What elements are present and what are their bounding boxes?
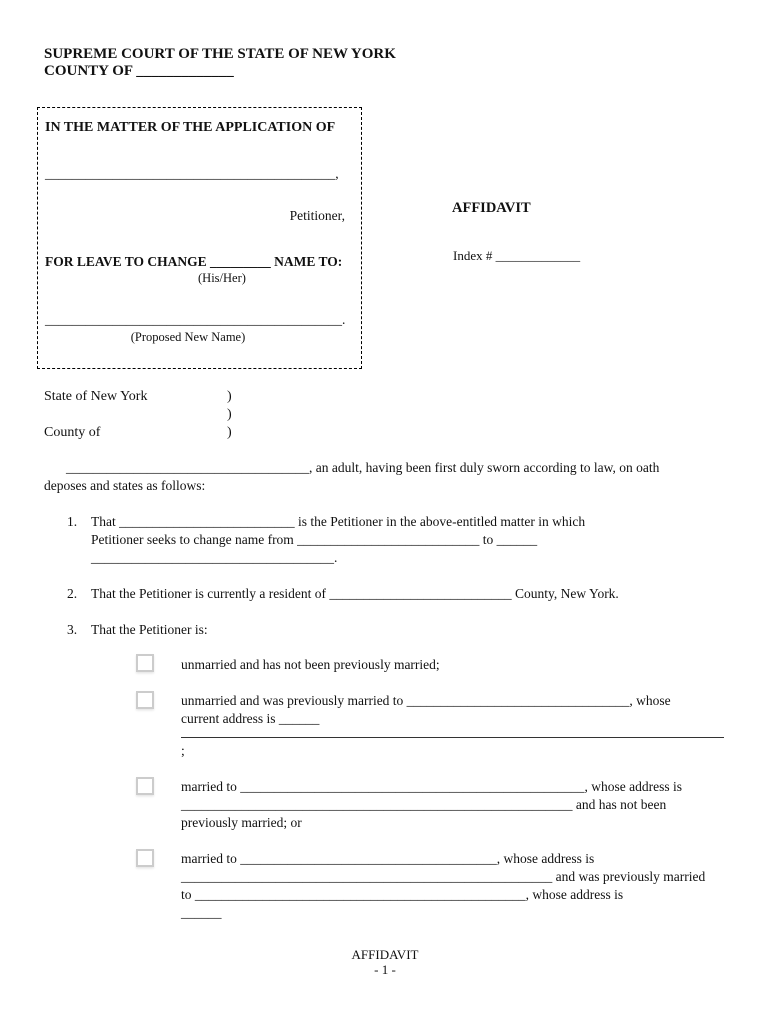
venue-state-row bbox=[44, 388, 232, 406]
venue-middle-row bbox=[44, 406, 232, 424]
case-caption-box bbox=[37, 107, 362, 369]
caption-title: IN THE MATTER OF THE APPLICATION OF bbox=[45, 120, 336, 135]
venue-county-row bbox=[44, 424, 232, 442]
proposed-name-blank: ____________________________________________. bbox=[45, 312, 346, 327]
option-married-previously-married: married to ______________________________________, whose address is _______________________________________________________ and was previously married to _________________________________________________, whose address is ______ bbox=[181, 851, 706, 920]
checkbox-unmarried-never-married[interactable] bbox=[136, 654, 154, 672]
item-2-line-1: That the Petitioner is currently a resident of ___________________________ County, New York. bbox=[91, 586, 619, 601]
venue-paren: ) bbox=[227, 407, 232, 422]
relief-line: FOR LEAVE TO CHANGE _________ NAME TO: bbox=[45, 254, 343, 269]
venue-county-label: County of bbox=[44, 425, 101, 440]
item-1-line-1: That __________________________ is the Petitioner in the above-entitled matter in which bbox=[91, 514, 586, 529]
option-unmarried-never-married: unmarried and has not been previously married; bbox=[181, 657, 440, 672]
his-her-hint: (His/Her) bbox=[198, 271, 246, 285]
item-1-line-2: Petitioner seeks to change name from ___________________________ to ______ bbox=[91, 532, 538, 547]
option-2-suffix: ; bbox=[181, 743, 185, 758]
sworn-intro-paragraph bbox=[44, 459, 744, 495]
item-number: 2. bbox=[67, 586, 78, 601]
footer-title: AFFIDAVIT bbox=[351, 947, 419, 962]
page-footer bbox=[0, 947, 770, 977]
venue-state-label: State of New York bbox=[44, 389, 148, 404]
numbered-item-2 bbox=[67, 585, 619, 603]
venue-block bbox=[44, 388, 232, 442]
numbered-item-1 bbox=[67, 513, 585, 567]
option-unmarried-previously-married: unmarried and was previously married to _________________________________, whose current address is ______ bbox=[181, 693, 671, 726]
checkbox-unmarried-previously-married[interactable] bbox=[136, 691, 154, 709]
checkbox-married-not-previously-married[interactable] bbox=[136, 777, 154, 795]
proposed-name-hint: (Proposed New Name) bbox=[130, 330, 246, 344]
item-3-line-1: That the Petitioner is: bbox=[91, 622, 208, 637]
court-header bbox=[44, 46, 396, 80]
footer-page-number: - 1 - bbox=[374, 962, 396, 977]
intro-line-1: ____________________________________, an adult, having been first duly sworn according to law, on oath bbox=[66, 460, 660, 475]
document-title: AFFIDAVIT bbox=[452, 200, 531, 216]
index-number-line: Index # _____________ bbox=[453, 248, 581, 263]
court-name: SUPREME COURT OF THE STATE OF NEW YORK bbox=[44, 46, 396, 62]
item-1-line-3: ____________________________________. bbox=[91, 550, 338, 565]
intro-line-2: deposes and states as follows: bbox=[44, 478, 206, 493]
venue-paren: ) bbox=[227, 425, 232, 440]
item-number: 3. bbox=[67, 622, 78, 637]
option-married-not-previously-married: married to ___________________________________________________, whose address is __________________________________________________________ and has not been previously married; or bbox=[181, 779, 682, 830]
numbered-item-3 bbox=[67, 621, 208, 639]
petitioner-name-blank: ___________________________________________, bbox=[45, 166, 339, 181]
address-blank-line bbox=[181, 723, 724, 738]
checkbox-married-previously-married[interactable] bbox=[136, 849, 154, 867]
venue-paren: ) bbox=[227, 389, 232, 404]
petitioner-label: Petitioner, bbox=[289, 208, 345, 223]
item-number: 1. bbox=[67, 514, 78, 529]
county-line: COUNTY OF _____________ bbox=[44, 63, 234, 79]
